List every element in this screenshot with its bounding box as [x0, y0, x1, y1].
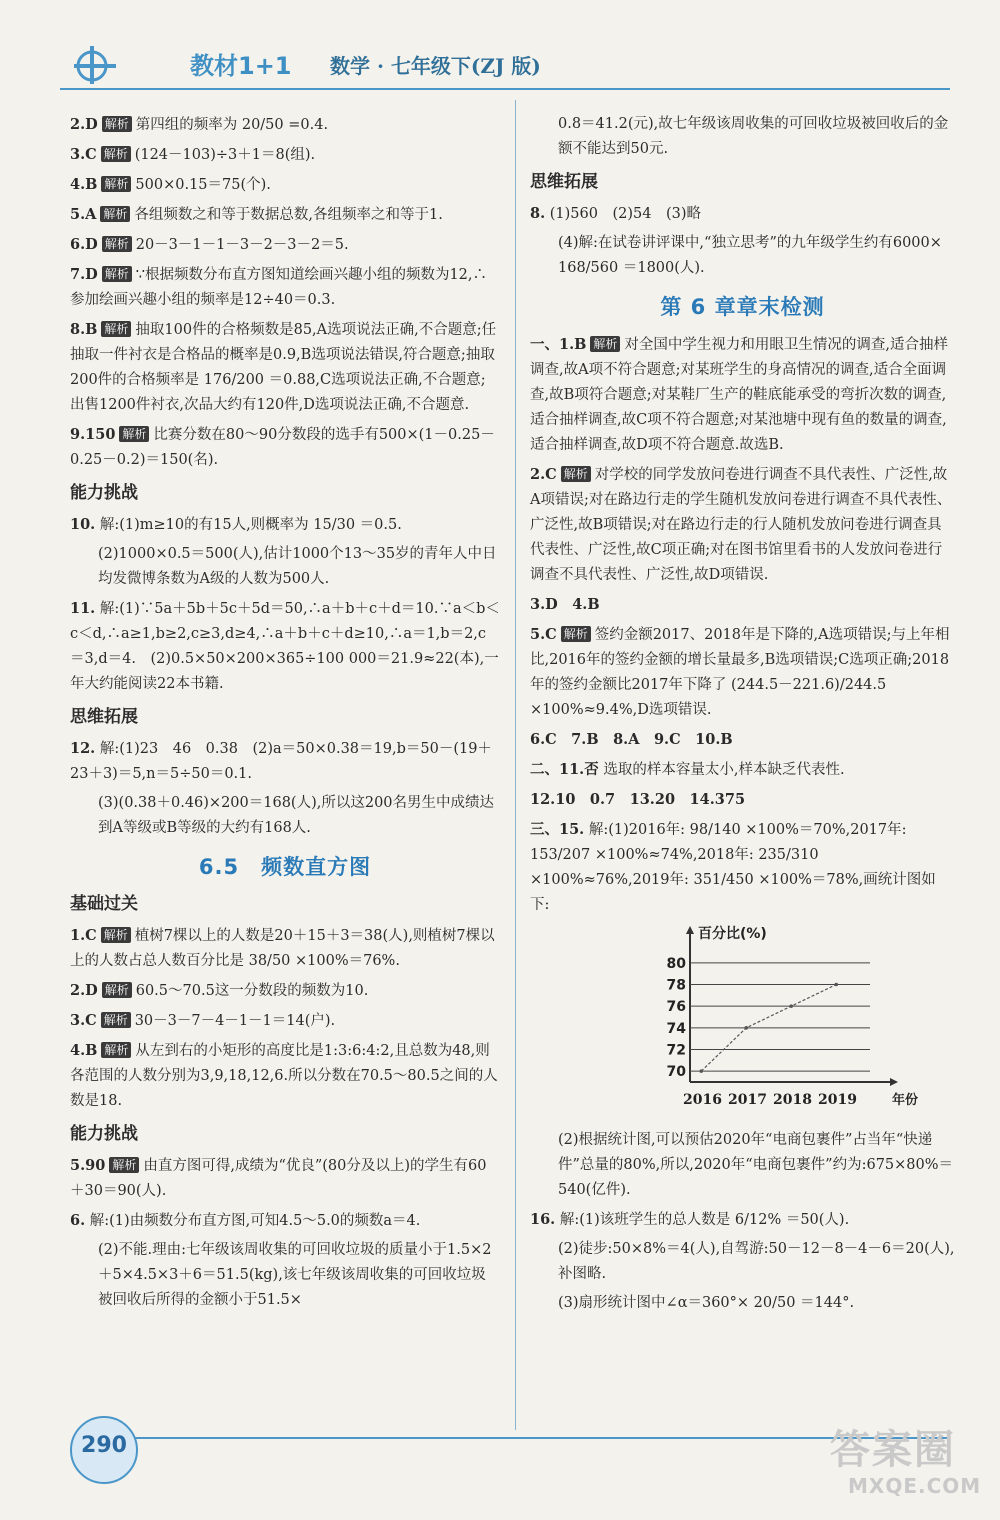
- answer-item: [70, 1038, 500, 1114]
- answer-text: 解:(1)23 46 0.38 (2)a＝50×0.38＝19,b＝50－(19＋23＋3)＝5,n＝5÷50＝0.1.: [70, 741, 492, 782]
- subheading: 能力挑战: [70, 1124, 138, 1144]
- x-axis-arrow: [890, 1078, 898, 1086]
- right-column: [530, 112, 955, 1320]
- answer-item: [70, 596, 500, 697]
- answer-item: [530, 1291, 955, 1316]
- section-title: 6.5 频数直方图: [198, 855, 372, 879]
- y-tick-label: 78: [666, 977, 686, 994]
- x-tick-label: 2019: [818, 1092, 857, 1108]
- answer-number: 10.: [70, 516, 96, 533]
- answer-item: [530, 592, 955, 618]
- answer-text: 对全国中学生视力和用眼卫生情况的调查,适合抽样调查,故A项不符合题意;对某班学生的身高情况的调查,适合全面调查,故B项符合题意;对某鞋厂生产的鞋底能承受的弯折次数的调查,适合抽样调查,故C项不符合题意;对某池塘中现有鱼的数量的调查,适合抽样调查,故D项不符合题意.故选B.: [530, 337, 949, 453]
- answer-text: 解:(1)该班学生的总人数是 6/12% ＝50(人).: [559, 1212, 850, 1228]
- answer-text: ∵根据频数分布直方图知道绘画兴趣小组的频数为12,∴参加绘画兴趣小组的频率是12÷40＝0.3.: [70, 267, 488, 308]
- answer-item: [530, 231, 955, 281]
- analysis-tag: 解析: [101, 1042, 131, 1058]
- answer-item: [70, 542, 500, 592]
- answer-item: [530, 1207, 955, 1233]
- analysis-tag: 解析: [119, 426, 149, 442]
- y-tick-label: 74: [666, 1020, 686, 1037]
- answer-text: (4)解:在试卷讲评课中,“独立思考”的九年级学生约有6000× 168/560 ＝1800(人).: [558, 235, 947, 276]
- x-tick-label: 2016: [683, 1092, 722, 1108]
- analysis-tag: 解析: [561, 466, 591, 482]
- analysis-tag: 解析: [100, 206, 130, 222]
- analysis-tag: 解析: [561, 626, 591, 642]
- answer-item: [70, 232, 500, 258]
- answer-text: 0.8＝41.2(元),故七年级该周收集的可回收垃圾被回收后的金额不能达到50元.: [558, 116, 949, 157]
- right-items-group-2: [530, 201, 955, 281]
- answer-number: 二、11.否: [530, 761, 599, 778]
- answer-number: 2.D: [70, 982, 98, 999]
- watermark: [830, 1418, 980, 1513]
- answer-text: 对学校的同学发放问卷进行调查不具代表性、广泛性,故A项错误;对在路边行走的学生随机发放问卷进行调查不具代表性、广泛性,故B项错误;对在路边行走的行人随机发放问卷进行调查具代表性、广泛性,故C项正确;对在图书馆里看书的人发放问卷进行调查不具代表性、广泛性,故D项错误.: [530, 467, 952, 583]
- analysis-tag: 解析: [101, 176, 131, 192]
- answer-number: 4.B: [70, 176, 98, 193]
- y-axis-label: 百分比(%): [698, 926, 767, 942]
- analysis-tag: 解析: [109, 1157, 139, 1173]
- answer-item: [530, 787, 955, 813]
- answer-number: 9.150: [70, 426, 116, 443]
- analysis-tag: 解析: [101, 1012, 131, 1028]
- answer-text: (1)560 (2)54 (3)略: [549, 206, 701, 222]
- answer-number: 6.C 7.B 8.A 9.C 10.B: [530, 731, 733, 748]
- left-column: [70, 112, 500, 1317]
- answer-item: [70, 422, 500, 473]
- answer-text: (124－103)÷3＋1＝8(组).: [134, 147, 316, 163]
- chart-svg: [640, 922, 919, 1122]
- answer-number: 11.: [70, 600, 96, 617]
- subheading: 基础过关: [70, 894, 138, 914]
- answer-text: (2)不能.理由:七年级该周收集的可回收垃圾的质量小于1.5×2＋5×4.5×3＋6＝51.5(kg),该七年级该周收集的可回收垃圾被回收后所得的金额小于51.5×: [98, 1242, 492, 1308]
- answer-text: 抽取100件的合格频数是85,A选项说法正确,不合题意;任抽取一件衬衣是合格品的概率是0.9,B选项说法错误,符合题意;抽取200件的合格频率是 176/200 ＝0.88,C选项说法正确,不合题意;出售1200件衬衣,次品大约有120件,D选项说法正确,不合题意.: [70, 322, 497, 413]
- answer-number: 6.: [70, 1212, 86, 1229]
- answer-number: 一、1.B: [530, 336, 587, 353]
- answer-item: [530, 1128, 955, 1203]
- page-header: [60, 40, 950, 90]
- answer-text: (2)根据统计图,可以预估2020年“电商包裹件”占当年“快递件”总量的80%,所以,2020年“电商包裹件”约为:675×80%＝540(亿件).: [558, 1132, 954, 1198]
- answer-item: [70, 978, 500, 1004]
- right-items-group-1: [530, 112, 955, 162]
- right-items-group-3: [530, 332, 955, 918]
- answer-number: 12.10 0.7 13.20 14.375: [530, 791, 746, 808]
- left-items-group-5: [70, 1153, 500, 1313]
- answer-item: [70, 1238, 500, 1313]
- answer-item: [530, 332, 955, 458]
- answer-number: 三、15.: [530, 821, 585, 838]
- data-point: [744, 1026, 748, 1030]
- answer-item: [530, 462, 955, 588]
- line-chart: [640, 922, 919, 1122]
- analysis-tag: 解析: [101, 146, 131, 162]
- page-number: 290: [81, 1433, 127, 1458]
- answer-text: (2)1000×0.5＝500(人),估计1000个13～35岁的青年人中日均发微博条数为A级的人数为500人.: [98, 546, 497, 587]
- column-divider: [515, 100, 516, 1430]
- analysis-tag: 解析: [102, 116, 132, 132]
- answer-text: 从左到右的小矩形的高度比是1:3:6:4:2,且总数为48,则各范围的人数分别为3,9,18,12,6.所以分数在70.5～80.5之间的人数是18.: [70, 1043, 498, 1109]
- x-tick-label: 2017: [728, 1092, 767, 1108]
- answer-item: [70, 1208, 500, 1234]
- y-tick-label: 80: [666, 955, 686, 972]
- answer-number: 8.: [530, 205, 546, 222]
- footer-rule: [130, 1437, 950, 1439]
- header-rule: [60, 88, 950, 90]
- answer-item: [70, 736, 500, 787]
- answer-text: 第四组的频率为 20/50 =0.4.: [135, 117, 329, 133]
- analysis-tag: 解析: [590, 336, 620, 352]
- subheading: 能力挑战: [70, 483, 138, 503]
- subheading: 思维拓展: [530, 172, 598, 192]
- y-tick-label: 76: [666, 999, 686, 1016]
- x-tick-label: 2018: [773, 1092, 812, 1108]
- answer-number: 2.D: [70, 116, 98, 133]
- left-items-group-4: [70, 923, 500, 1114]
- y-axis-arrow: [686, 926, 694, 934]
- answer-text: 解:(1)m≥10的有15人,则概率为 15/30 ＝0.5.: [99, 517, 402, 533]
- answer-number: 3.D 4.B: [530, 596, 600, 613]
- book-title: 教材1+1: [190, 52, 292, 80]
- analysis-tag: 解析: [102, 982, 132, 998]
- answer-item: [530, 727, 955, 753]
- answer-item: [70, 512, 500, 538]
- subject-title: 数学 · 七年级下(ZJ 版): [330, 54, 541, 78]
- answer-item: [530, 817, 955, 918]
- answer-item: [70, 923, 500, 974]
- answer-item: [70, 791, 500, 841]
- answer-text: 解:(1)由频数分布直方图,可知4.5～5.0的频数a＝4.: [89, 1213, 421, 1229]
- watermark-logo-text: 答案圈: [830, 1427, 956, 1473]
- answer-item: [70, 262, 500, 313]
- answer-text: 30－3－7－4－1－1＝14(户).: [134, 1013, 336, 1029]
- watermark-url: MXQE.COM: [848, 1474, 982, 1498]
- answer-number: 8.B: [70, 321, 98, 338]
- answer-item: [70, 172, 500, 198]
- y-tick-label: 70: [666, 1064, 686, 1081]
- answer-item: [70, 1008, 500, 1034]
- answer-text: 由直方图可得,成绩为“优良”(80分及以上)的学生有60＋30＝90(人).: [70, 1158, 487, 1199]
- answer-item: [530, 112, 955, 162]
- answer-number: 7.D: [70, 266, 98, 283]
- analysis-tag: 解析: [101, 321, 131, 337]
- answer-number: 6.D: [70, 236, 98, 253]
- logo-icon: [72, 44, 118, 84]
- answer-item: [530, 622, 955, 723]
- answer-item: [530, 201, 955, 227]
- left-items-group-3: [70, 736, 500, 841]
- analysis-tag: 解析: [102, 266, 132, 282]
- x-axis-label: 年份: [892, 1093, 919, 1108]
- answer-text: 500×0.15＝75(个).: [135, 177, 271, 193]
- answer-number: 2.C: [530, 466, 557, 483]
- analysis-tag: 解析: [102, 236, 132, 252]
- answer-item: [70, 1153, 500, 1204]
- answer-number: 5.C: [530, 626, 557, 643]
- answer-number: 3.C: [70, 146, 97, 163]
- answer-text: 60.5～70.5这一分数段的频数为10.: [135, 983, 369, 999]
- answer-text: 选取的样本容量太小,样本缺乏代表性.: [603, 762, 845, 778]
- answer-number: 3.C: [70, 1012, 97, 1029]
- answer-text: (3)扇形统计图中∠α＝360°× 20/50 ＝144°.: [558, 1295, 855, 1311]
- answer-text: 签约金额2017、2018年是下降的,A选项错误;与上年相比,2016年的签约金额的增长量最多,B选项错误;C选项正确;2018年的签约金额比2017年下降了 (244.5－221.6)/244.5 ×100%≈9.4%,D选项错误.: [530, 627, 950, 718]
- answer-text: (2)徒步:50×8%＝4(人),自驾游:50－12－8－4－6＝20(人),补图略.: [558, 1241, 955, 1282]
- data-point: [789, 1004, 793, 1008]
- left-items-group-1: [70, 112, 500, 473]
- left-items-group-2: [70, 512, 500, 697]
- answer-number: 12.: [70, 740, 96, 757]
- answer-item: [530, 1237, 955, 1287]
- data-point: [699, 1069, 703, 1073]
- answer-number: 1.C: [70, 927, 97, 944]
- answer-item: [70, 112, 500, 138]
- answer-number: 16.: [530, 1211, 556, 1228]
- answer-text: 各组频数之和等于数据总数,各组频率之和等于1.: [134, 207, 443, 223]
- answer-text: 20－3－1－1－3－2－3－2＝5.: [135, 237, 349, 253]
- analysis-tag: 解析: [101, 927, 131, 943]
- answer-text: 解:(1)∵5a＋5b＋5c＋5d＝50,∴a＋b＋c＋d＝10.∵a＜b＜c＜d,∴a≥1,b≥2,c≥3,d≥4,∴a＋b＋c＋d≥10,∴a＝1,b＝2,c＝3,d＝4. (2)0.5×50×200×365÷100 000＝21.9≈22(本),一年大约能阅读22本书籍.: [70, 601, 500, 692]
- answer-number: 5.90: [70, 1157, 106, 1174]
- answer-text: (3)(0.38＋0.46)×200＝168(人),所以这200名男生中成绩达到A等级或B等级的大约有168人.: [98, 795, 495, 836]
- answer-item: [70, 317, 500, 418]
- answer-text: 解:(1)2016年: 98/140 ×100%＝70%,2017年: 153/207 ×100%≈74%,2018年: 235/310 ×100%≈76%,2019年: 351/450 ×100%＝78%,画统计图如下:: [530, 822, 936, 913]
- section-title: 第 6 章章末检测: [660, 295, 825, 319]
- answer-item: [70, 142, 500, 168]
- data-point: [834, 983, 838, 987]
- answer-text: 比赛分数在80～90分数段的选手有500×(1－0.25－0.25－0.2)＝150(名).: [70, 427, 495, 468]
- y-tick-label: 72: [666, 1042, 686, 1059]
- answer-number: 5.A: [70, 206, 97, 223]
- answer-item: [530, 757, 955, 783]
- right-items-group-4: [530, 1128, 955, 1316]
- answer-item: [70, 202, 500, 228]
- answer-number: 4.B: [70, 1042, 98, 1059]
- subheading: 思维拓展: [70, 707, 138, 727]
- answer-text: 植树7棵以上的人数是20＋15＋3＝38(人),则植树7棵以上的人数占总人数百分比是 38/50 ×100%＝76%.: [70, 928, 495, 969]
